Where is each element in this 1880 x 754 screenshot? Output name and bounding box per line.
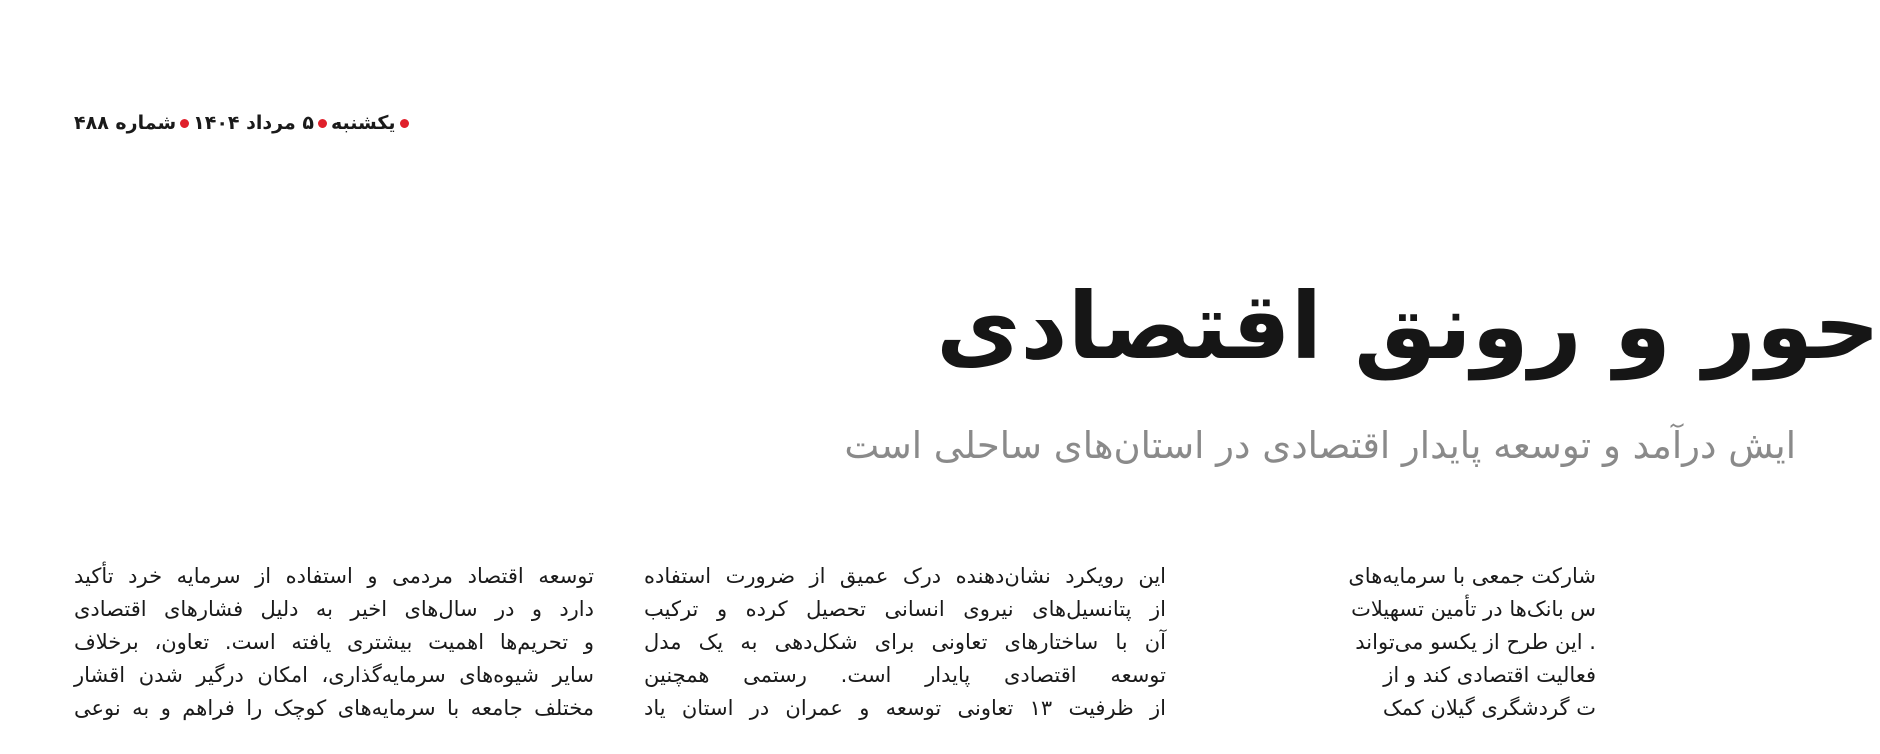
issue-number: شماره ۴۸۸ (74, 112, 177, 134)
issue-date: ۵ مرداد ۱۴۰۴ (193, 112, 314, 134)
column-line: دارد و در سال‌های اخیر به دلیل فشارهای اقتصادی (74, 597, 594, 621)
bullet-dot-icon (318, 119, 327, 128)
bullet-dot-icon (400, 119, 409, 128)
column-line: از ظرفیت ۱۳ تعاونی توسعه و عمران در استان یاد (644, 696, 1166, 720)
column-line: توسعه اقتصاد مردمی و استفاده از سرمایه خرد تأکید (74, 564, 594, 588)
article-column-left (74, 560, 594, 725)
column-line: شارکت جمعی با سرمایه‌های (1348, 564, 1596, 588)
column-line: توسعه اقتصادی پایدار است. رستمی همچنین (644, 663, 1166, 687)
column-line: آن با ساختارهای تعاونی برای شکل‌دهی به یک مدل (644, 630, 1166, 654)
bullet-dot-icon (180, 119, 189, 128)
column-line: سایر شیوه‌های سرمایه‌گذاری، امکان درگیر شدن اقشار (74, 663, 594, 687)
column-line: فعالیت اقتصادی کند و از (1383, 663, 1596, 687)
column-line: س بانک‌ها در تأمین تسهیلات (1351, 597, 1596, 621)
column-line: مختلف جامعه با سرمایه‌های کوچک را فراهم و به نوعی (74, 696, 594, 720)
column-line: ت گردشگری گیلان کمک (1382, 696, 1596, 720)
article-headline: حور و رونق اقتصادی (936, 273, 1880, 380)
article-subheadline: ایش درآمد و توسعه پایدار اقتصادی در استان‌های ساحلی است (844, 424, 1796, 467)
column-line: . این طرح از یکسو می‌تواند (1355, 630, 1596, 654)
day-of-week: یکشنبه (330, 112, 396, 134)
article-column-middle (644, 560, 1166, 725)
column-line: و تحریم‌ها اهمیت بیشتری یافته است. تعاون، برخلاف (74, 630, 594, 654)
dateline (74, 112, 409, 134)
column-line: از پتانسیل‌های نیروی انسانی تحصیل کرده و ترکیب (644, 597, 1166, 621)
column-line: این رویکرد نشان‌دهنده درک عمیق از ضرورت استفاده (644, 564, 1166, 588)
article-column-right (1216, 560, 1596, 725)
